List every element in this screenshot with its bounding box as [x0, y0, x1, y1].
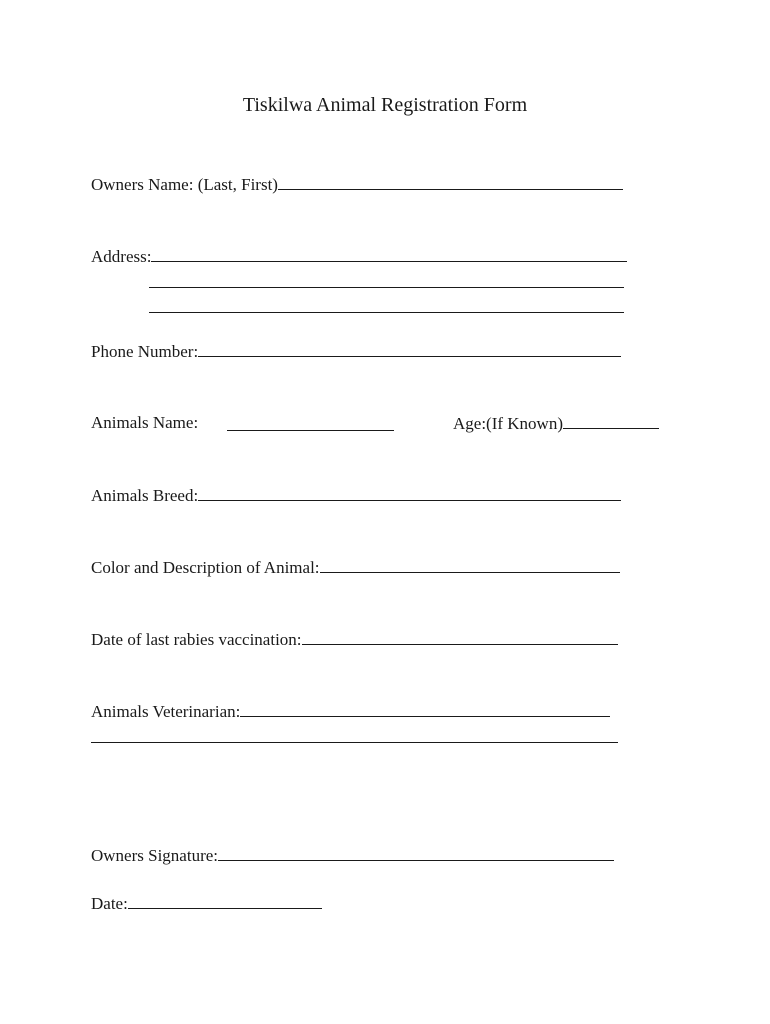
- age-field[interactable]: [563, 413, 659, 429]
- phone-row: [91, 341, 621, 362]
- rabies-label: Date of last rabies vaccination:: [91, 630, 302, 649]
- phone-label: Phone Number:: [91, 342, 199, 361]
- breed-row: [91, 485, 621, 506]
- address-field-line-2[interactable]: [149, 286, 624, 288]
- signature-row: [91, 845, 614, 866]
- owners-name-row: [91, 174, 623, 195]
- date-row: [91, 893, 322, 914]
- breed-field[interactable]: [198, 485, 621, 501]
- color-field[interactable]: [320, 557, 620, 573]
- address-row: [91, 246, 627, 267]
- vet-label: Animals Veterinarian:: [91, 702, 241, 721]
- date-label: Date:: [91, 894, 128, 913]
- address-field-line-1[interactable]: [151, 246, 627, 262]
- animals-name-row: [91, 413, 198, 433]
- signature-label: Owners Signature:: [91, 846, 219, 865]
- breed-label: Animals Breed:: [91, 486, 199, 505]
- age-label: Age:(If Known): [453, 414, 563, 433]
- vet-row: [91, 701, 610, 722]
- address-field-line-3[interactable]: [149, 311, 624, 313]
- animals-name-field[interactable]: [227, 429, 394, 431]
- rabies-row: [91, 629, 618, 650]
- form-title: Tiskilwa Animal Registration Form: [242, 94, 528, 116]
- signature-field[interactable]: [218, 845, 614, 861]
- animals-name-label: Animals Name:: [91, 413, 199, 432]
- owners-name-field[interactable]: [278, 174, 623, 190]
- age-row: [453, 413, 659, 434]
- vet-field-line-2[interactable]: [91, 741, 618, 743]
- color-label: Color and Description of Animal:: [91, 558, 320, 577]
- date-field[interactable]: [128, 893, 322, 909]
- phone-field[interactable]: [198, 341, 621, 357]
- vet-field-line-1[interactable]: [240, 701, 610, 717]
- owners-name-label: Owners Name: (Last, First): [91, 175, 278, 194]
- color-row: [91, 557, 620, 578]
- rabies-field[interactable]: [302, 629, 618, 645]
- address-label: Address:: [91, 247, 152, 266]
